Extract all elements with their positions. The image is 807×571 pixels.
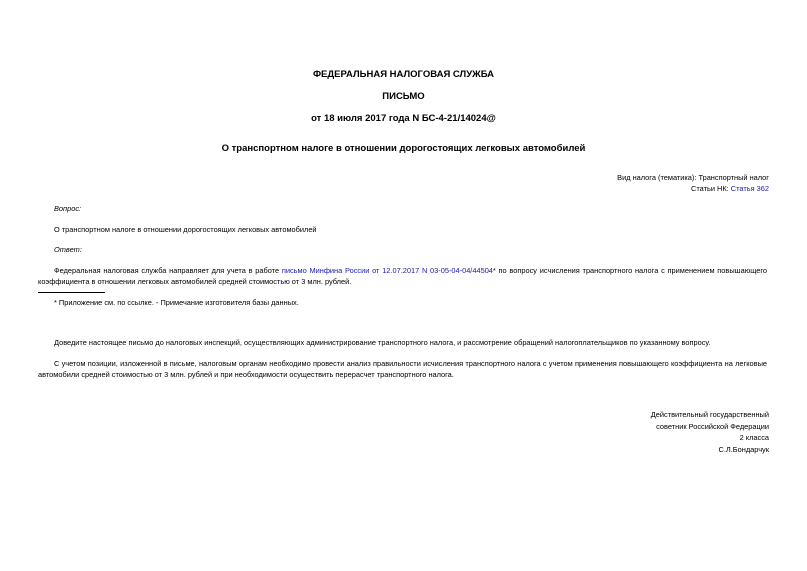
issuer-title: ФЕДЕРАЛЬНАЯ НАЛОГОВАЯ СЛУЖБА xyxy=(312,69,495,80)
signer-rank-line2: советник Российской Федерации xyxy=(656,421,769,431)
answer-paragraph-2: Доведите настоящее письмо до налоговых инспекций, осуществляющих администрирование транспортного налога, и рассмотрение обращений налогоплательщиков по указанному вопросу. xyxy=(54,338,711,347)
nk-articles-label: Статьи НК: xyxy=(691,184,729,193)
question-label: Вопрос: xyxy=(54,204,82,213)
p1-text-before: Федеральная налоговая служба направляет для учета в работе xyxy=(54,266,282,275)
signer-rank-line1: Действительный государственный xyxy=(650,410,769,419)
document-type: ПИСЬМО xyxy=(382,91,425,102)
p1-text-after: * по вопросу исчисления транспортного налога с применением повышающего коэффициента в отношении легковых автомобилей средней стоимостью от 3 млн. рублей. xyxy=(38,266,767,286)
minfin-letter-link[interactable]: письмо Минфина России от 12.07.2017 N 03-05-04-04/44504 xyxy=(281,266,493,275)
nk-articles-meta xyxy=(691,184,769,194)
question-text: О транспортном налоге в отношении дорогостоящих легковых автомобилей xyxy=(54,225,317,234)
document-date-number: от 18 июля 2017 года N БС-4-21/14024@ xyxy=(311,113,496,124)
answer-label: Ответ: xyxy=(54,245,82,254)
footnote-divider xyxy=(38,292,105,293)
answer-paragraph-1 xyxy=(38,265,767,287)
nk-article-link[interactable]: Статья 362 xyxy=(730,184,769,193)
tax-type-meta: Вид налога (тематика): Транспортный налог xyxy=(617,173,769,182)
document-subject: О транспортном налоге в отношении дорогостоящих легковых автомобилей xyxy=(221,143,586,154)
signer-name: С.Л.Бондарчук xyxy=(718,444,769,454)
answer-paragraph-3: С учетом позиции, изложенной в письме, налоговым органам необходимо провести анализ правильности исчисления транспортного налога с учетом применения повышающего коэффициента на легковые автомобили средней стоимостью от 3 млн. рублей и при необходимости осуществить перерасчет транспортного налога. xyxy=(38,359,767,379)
footnote: * Приложение см. по ссылке. - Примечание изготовителя базы данных. xyxy=(54,298,299,307)
signer-rank-line3: 2 класса xyxy=(739,433,769,442)
signature-block xyxy=(651,409,769,455)
